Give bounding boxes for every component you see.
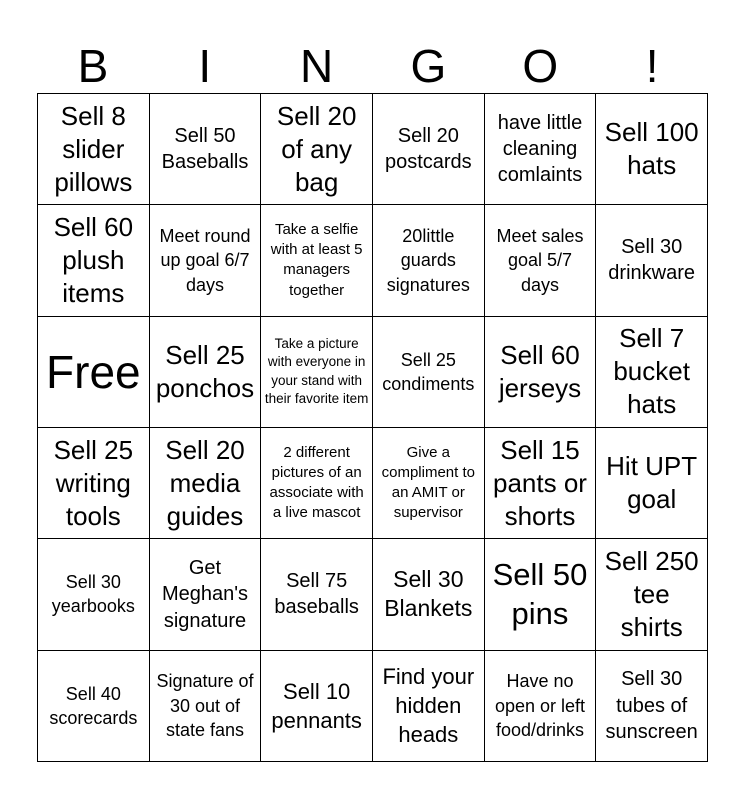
bingo-cell[interactable] bbox=[373, 94, 485, 205]
cell-text: Sell 60 jerseys bbox=[498, 339, 582, 403]
bingo-cell[interactable] bbox=[261, 205, 373, 316]
cell-text: Signature of 30 out of state fans bbox=[156, 671, 254, 740]
bingo-cell[interactable] bbox=[261, 94, 373, 205]
bingo-cell[interactable] bbox=[38, 651, 150, 762]
bingo-cell[interactable] bbox=[38, 205, 150, 316]
bingo-cell[interactable] bbox=[596, 94, 708, 205]
cell-text: Sell 25 ponchos bbox=[155, 339, 255, 403]
cell-text: Sell 15 pants or shorts bbox=[493, 434, 587, 531]
bingo-grid bbox=[37, 93, 708, 762]
bingo-cell[interactable] bbox=[485, 539, 597, 650]
bingo-cell[interactable] bbox=[485, 428, 597, 539]
cell-text: Find your hidden heads bbox=[382, 664, 475, 748]
cell-text: Sell 20 postcards bbox=[384, 124, 472, 174]
cell-text: Sell 50 pins bbox=[492, 557, 588, 632]
cell-text: Take a picture with everyone in your stand with their favorite item bbox=[264, 335, 369, 407]
cell-text: Sell 30 tubes of sunscreen bbox=[605, 668, 698, 744]
cell-text: Sell 20 media guides bbox=[165, 434, 245, 531]
bingo-cell[interactable] bbox=[261, 317, 373, 428]
cell-text: Meet round up goal 6/7 days bbox=[159, 226, 251, 295]
cell-text: Sell 7 bucket hats bbox=[613, 323, 690, 420]
cell-text: Free bbox=[46, 345, 141, 398]
cell-text: Sell 60 plush items bbox=[53, 211, 134, 308]
cell-text: 2 different pictures of an associate with a live mascot bbox=[269, 443, 364, 522]
cell-text: Sell 30 yearbooks bbox=[51, 572, 135, 617]
cell-text: Sell 30 drinkware bbox=[608, 236, 695, 285]
cell-text: Sell 40 scorecards bbox=[49, 683, 138, 728]
cell-text: Sell 75 baseballs bbox=[274, 570, 359, 619]
bingo-cell[interactable] bbox=[150, 205, 262, 316]
bingo-cell[interactable] bbox=[373, 428, 485, 539]
bingo-cell[interactable] bbox=[596, 205, 708, 316]
cell-text: Give a compliment to an AMIT or supervisor bbox=[381, 443, 475, 522]
bingo-cell[interactable] bbox=[150, 317, 262, 428]
cell-text: Get Meghan's signature bbox=[161, 556, 249, 632]
bingo-cell[interactable] bbox=[485, 651, 597, 762]
header-letter-n: N bbox=[299, 40, 334, 92]
bingo-cell[interactable] bbox=[373, 317, 485, 428]
cell-text: Sell 50 Baseballs bbox=[161, 124, 249, 174]
header-letter-o: O bbox=[522, 40, 559, 92]
cell-text: 20little guards signatures bbox=[386, 226, 470, 295]
bingo-cell[interactable] bbox=[150, 651, 262, 762]
header-letter-exclamation: ! bbox=[645, 40, 659, 92]
cell-text: Sell 10 pennants bbox=[271, 678, 362, 733]
cell-text: Have no open or left food/drinks bbox=[494, 671, 586, 740]
cell-text: have little cleaning comlaints bbox=[497, 111, 583, 187]
bingo-cell[interactable] bbox=[485, 317, 597, 428]
cell-text: Sell 25 condiments bbox=[382, 349, 475, 394]
cell-text: Sell 100 hats bbox=[604, 117, 699, 181]
bingo-cell[interactable] bbox=[596, 317, 708, 428]
header-letter-b: B bbox=[77, 40, 109, 92]
bingo-cell[interactable] bbox=[373, 651, 485, 762]
bingo-cell[interactable] bbox=[38, 539, 150, 650]
bingo-cell[interactable] bbox=[150, 539, 262, 650]
bingo-cell[interactable] bbox=[485, 205, 597, 316]
cell-text: Meet sales goal 5/7 days bbox=[496, 226, 584, 295]
bingo-cell[interactable] bbox=[596, 539, 708, 650]
bingo-cell[interactable] bbox=[373, 205, 485, 316]
bingo-cell[interactable] bbox=[38, 428, 150, 539]
bingo-cell[interactable] bbox=[596, 651, 708, 762]
bingo-cell[interactable] bbox=[150, 428, 262, 539]
cell-text: Sell 25 writing tools bbox=[53, 434, 134, 531]
bingo-cell[interactable] bbox=[485, 94, 597, 205]
cell-text: Sell 8 slider pillows bbox=[54, 100, 133, 197]
cell-text: Sell 20 of any bag bbox=[276, 100, 357, 197]
bingo-cell[interactable] bbox=[150, 94, 262, 205]
free-cell[interactable] bbox=[38, 317, 150, 428]
header-letter-i: I bbox=[198, 40, 212, 92]
cell-text: Sell 30 Blankets bbox=[384, 566, 473, 622]
bingo-cell[interactable] bbox=[38, 94, 150, 205]
cell-text: Sell 250 tee shirts bbox=[604, 545, 699, 642]
bingo-cell[interactable] bbox=[261, 539, 373, 650]
bingo-header bbox=[37, 38, 708, 94]
header-letter-g: G bbox=[410, 40, 447, 92]
bingo-cell[interactable] bbox=[596, 428, 708, 539]
bingo-cell[interactable] bbox=[373, 539, 485, 650]
cell-text: Hit UPT goal bbox=[606, 451, 698, 515]
cell-text: Take a selfie with at least 5 managers together bbox=[270, 220, 363, 299]
bingo-cell[interactable] bbox=[261, 428, 373, 539]
bingo-cell[interactable] bbox=[261, 651, 373, 762]
